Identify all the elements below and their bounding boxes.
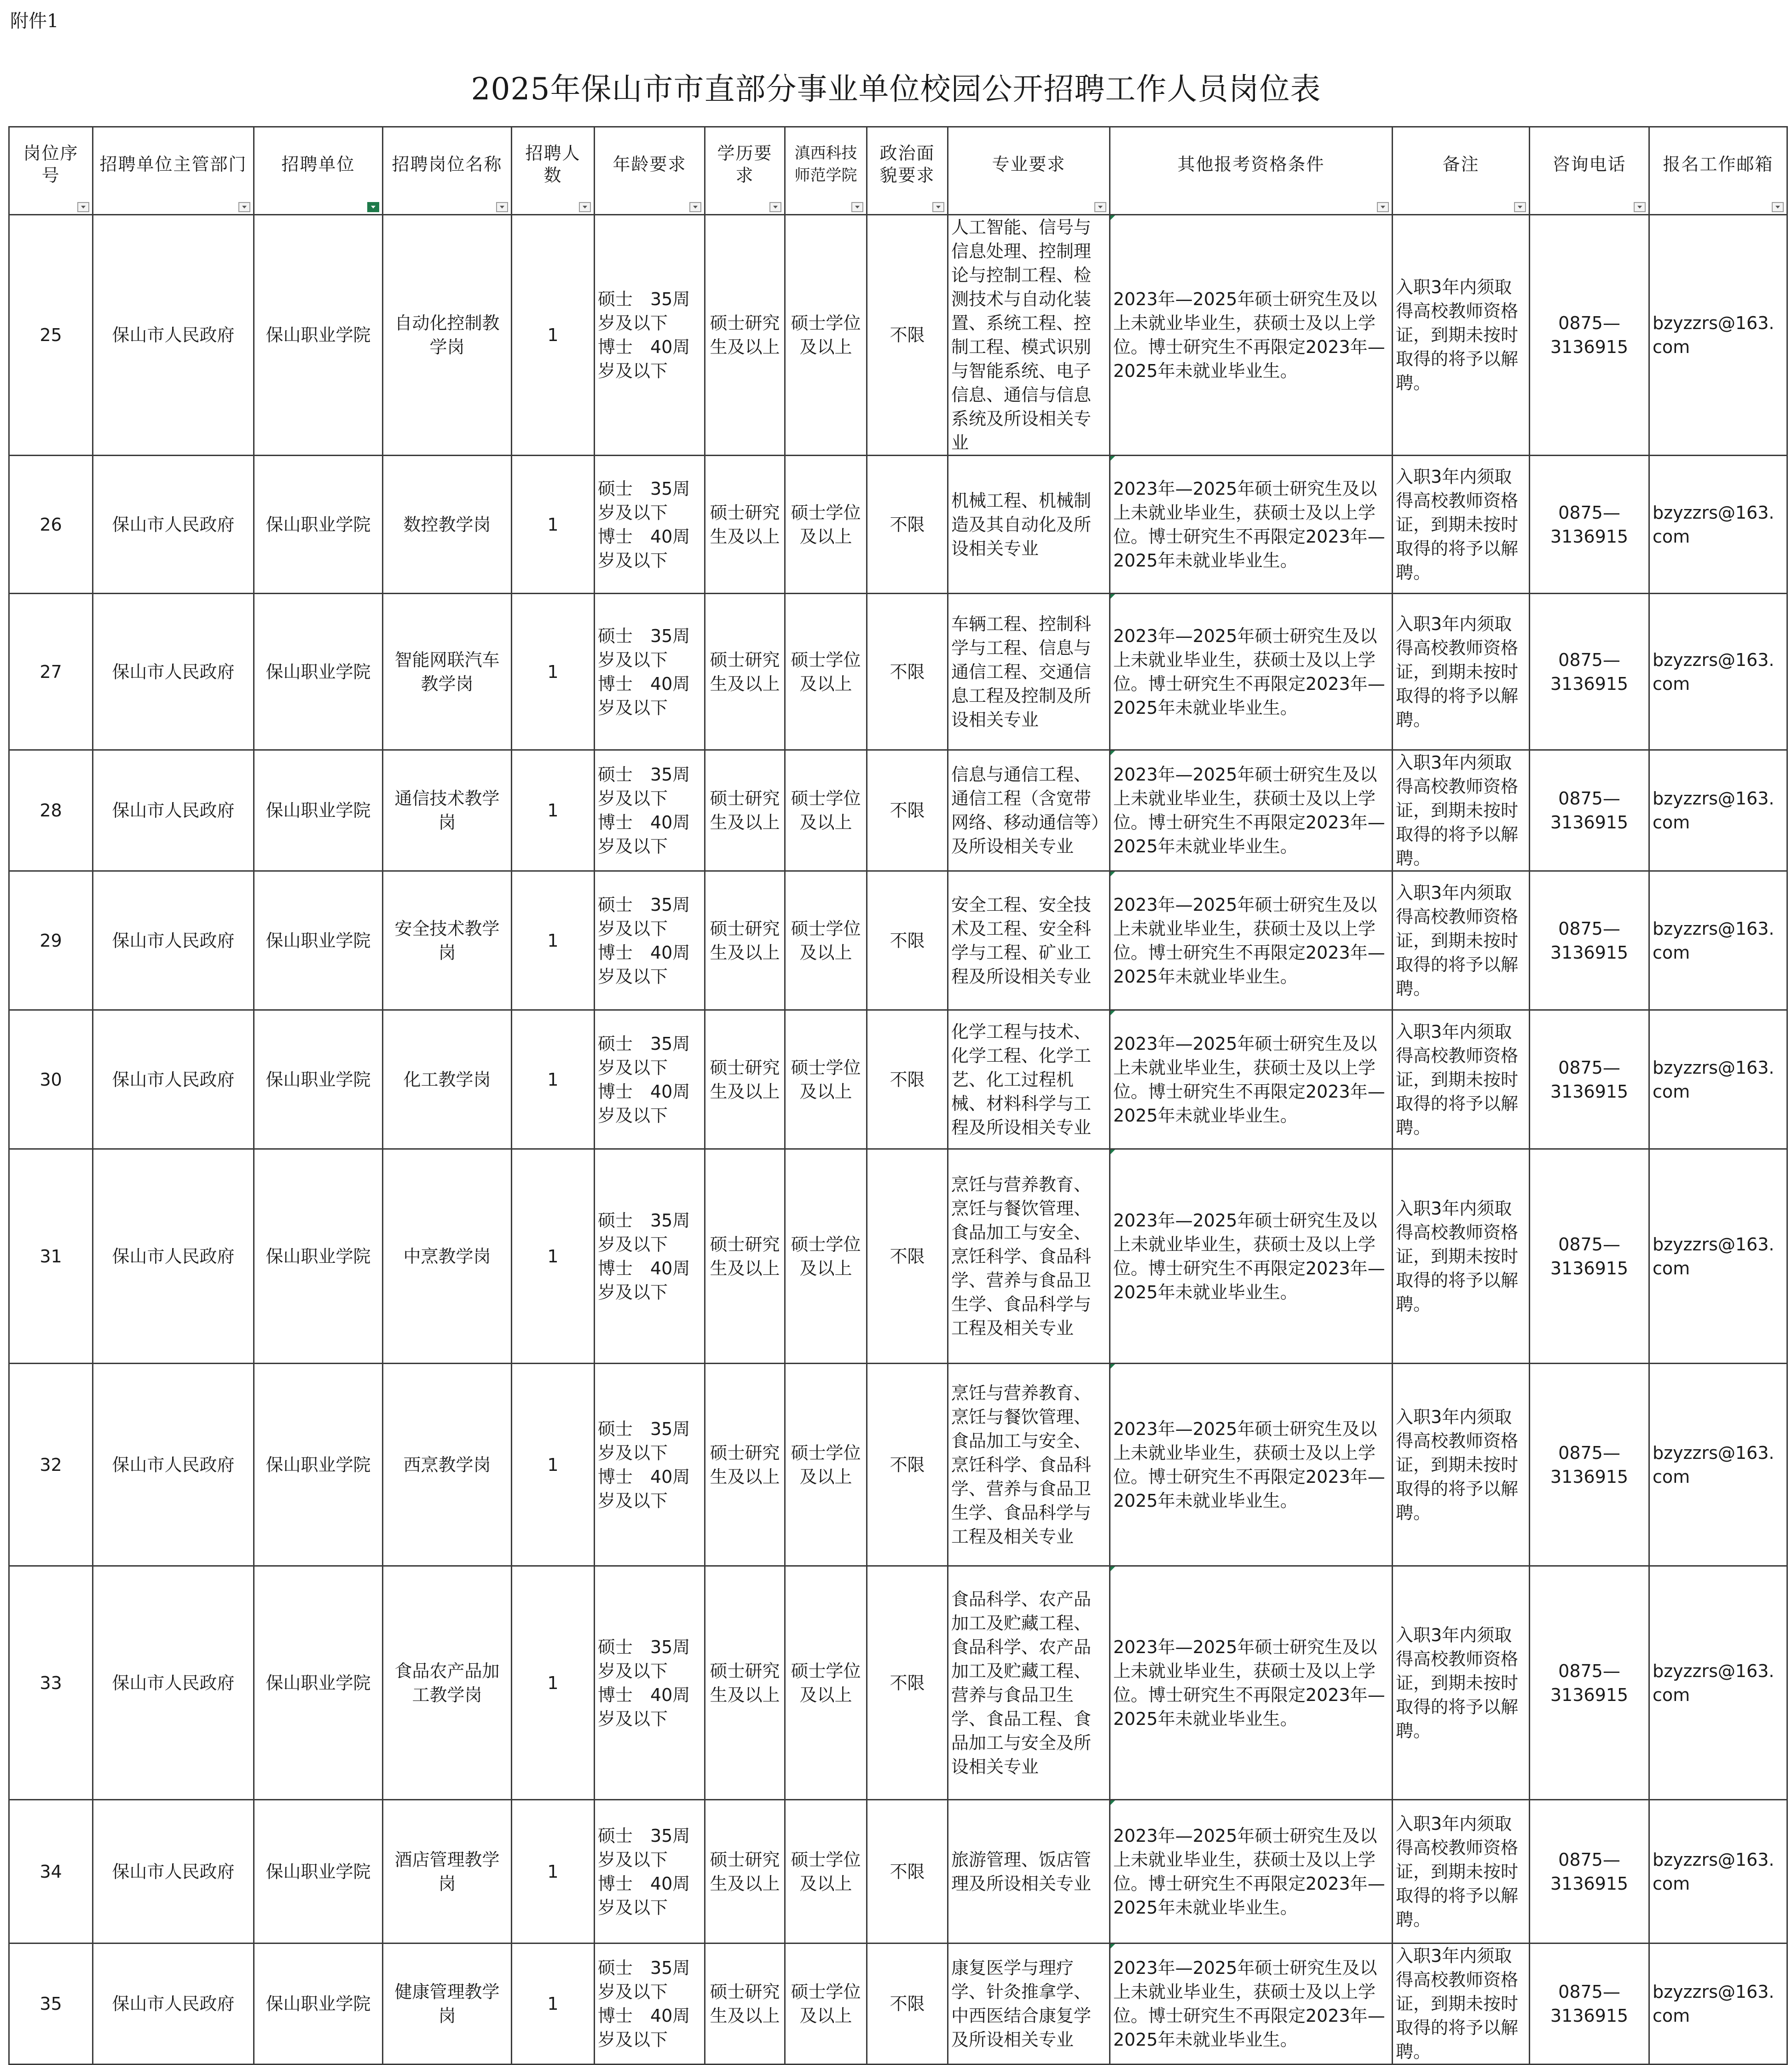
cell-dept: 保山市人民政府	[93, 871, 254, 1010]
cell-age: 硕士 35周岁及以下 博士 40周岁及以下	[595, 1944, 705, 2065]
header-cell: 其他报考资格条件	[1110, 127, 1393, 215]
filter-dropdown-icon[interactable]	[689, 202, 701, 212]
cell-political: 不限	[867, 1566, 948, 1800]
cell-email: bzyzzrs@163.com	[1649, 1149, 1787, 1364]
cell-edu: 硕士研究生及以上	[705, 1566, 785, 1800]
cell-phone: 0875—3136915	[1530, 1944, 1649, 2065]
cell-political: 不限	[867, 456, 948, 594]
cell-major: 烹饪与营养教育、烹饪与餐饮管理、食品加工与安全、烹饪科学、食品科学、营养与食品卫生学、食品科学与工程及相关专业	[948, 1364, 1110, 1566]
cell-edu: 硕士研究生及以上	[705, 1010, 785, 1149]
cell-degree: 硕士学位及以上	[785, 456, 867, 594]
cell-conditions: 2023年—2025年硕士研究生及以上未就业毕业生，获硕士及以上学位。博士研究生不再限定2023年—2025年未就业毕业生。	[1110, 1944, 1393, 2065]
cell-age: 硕士 35周岁及以下 博士 40周岁及以下	[595, 1010, 705, 1149]
page-title: 2025年保山市市直部分事业单位校园公开招聘工作人员岗位表	[471, 71, 1321, 107]
cell-conditions: 2023年—2025年硕士研究生及以上未就业毕业生，获硕士及以上学位。博士研究生不再限定2023年—2025年未就业毕业生。	[1110, 1149, 1393, 1364]
cell-note: 入职3年内须取得高校教师资格证，到期未按时取得的将予以解聘。	[1393, 1944, 1530, 2065]
cell-post: 中烹教学岗	[383, 1149, 512, 1364]
cell-note: 入职3年内须取得高校教师资格证，到期未按时取得的将予以解聘。	[1393, 594, 1530, 750]
cell-edu: 硕士研究生及以上	[705, 1149, 785, 1364]
table-row	[9, 594, 1787, 750]
cell-unit: 保山职业学院	[254, 1944, 383, 2065]
cell-id: 34	[9, 1800, 93, 1944]
header-cell: 招聘人数	[512, 127, 595, 215]
cell-id: 32	[9, 1364, 93, 1566]
cell-conditions: 2023年—2025年硕士研究生及以上未就业毕业生，获硕士及以上学位。博士研究生不再限定2023年—2025年未就业毕业生。	[1110, 750, 1393, 871]
cell-major: 旅游管理、饭店管理及所设相关专业	[948, 1800, 1110, 1944]
table-row	[9, 1800, 1787, 1944]
cell-post: 自动化控制教学岗	[383, 215, 512, 456]
cell-unit: 保山职业学院	[254, 1800, 383, 1944]
cell-phone: 0875—3136915	[1530, 1364, 1649, 1566]
cell-id: 31	[9, 1149, 93, 1364]
cell-conditions: 2023年—2025年硕士研究生及以上未就业毕业生，获硕士及以上学位。博士研究生不再限定2023年—2025年未就业毕业生。	[1110, 594, 1393, 750]
cell-degree: 硕士学位及以上	[785, 1566, 867, 1800]
header-cell: 招聘岗位名称	[383, 127, 512, 215]
cell-edu: 硕士研究生及以上	[705, 1800, 785, 1944]
cell-dept: 保山市人民政府	[93, 1149, 254, 1364]
cell-dept: 保山市人民政府	[93, 1944, 254, 2065]
cell-age: 硕士 35周岁及以下 博士 40周岁及以下	[595, 1800, 705, 1944]
table-row	[9, 215, 1787, 456]
cell-edu: 硕士研究生及以上	[705, 750, 785, 871]
filter-dropdown-icon[interactable]	[579, 202, 591, 212]
cell-phone: 0875—3136915	[1530, 1566, 1649, 1800]
cell-note: 入职3年内须取得高校教师资格证，到期未按时取得的将予以解聘。	[1393, 1566, 1530, 1800]
cell-dept: 保山市人民政府	[93, 456, 254, 594]
cell-political: 不限	[867, 1944, 948, 2065]
cell-major: 食品科学、农产品加工及贮藏工程、食品科学、农产品加工及贮藏工程、营养与食品卫生学、食品工程、食品加工与安全及所设相关专业	[948, 1566, 1110, 1800]
header-cell: 咨询电话	[1530, 127, 1649, 215]
filter-dropdown-icon[interactable]	[851, 202, 863, 212]
cell-email: bzyzzrs@163.com	[1649, 750, 1787, 871]
cell-note: 入职3年内须取得高校教师资格证，到期未按时取得的将予以解聘。	[1393, 456, 1530, 594]
cell-political: 不限	[867, 594, 948, 750]
header-cell: 岗位序号	[9, 127, 93, 215]
cell-count: 1	[512, 871, 595, 1010]
cell-email: bzyzzrs@163.com	[1649, 1364, 1787, 1566]
cell-count: 1	[512, 456, 595, 594]
table-row	[9, 1364, 1787, 1566]
cell-email: bzyzzrs@163.com	[1649, 1800, 1787, 1944]
cell-age: 硕士 35周岁及以下 博士 40周岁及以下	[595, 1566, 705, 1800]
cell-phone: 0875—3136915	[1530, 1800, 1649, 1944]
cell-id: 26	[9, 456, 93, 594]
cell-unit: 保山职业学院	[254, 750, 383, 871]
cell-id: 35	[9, 1944, 93, 2065]
cell-dept: 保山市人民政府	[93, 1364, 254, 1566]
cell-count: 1	[512, 750, 595, 871]
cell-dept: 保山市人民政府	[93, 750, 254, 871]
cell-unit: 保山职业学院	[254, 594, 383, 750]
cell-phone: 0875—3136915	[1530, 594, 1649, 750]
cell-major: 安全工程、安全技术及工程、安全科学与工程、矿业工程及所设相关专业	[948, 871, 1110, 1010]
cell-email: bzyzzrs@163.com	[1649, 1566, 1787, 1800]
cell-degree: 硕士学位及以上	[785, 1010, 867, 1149]
cell-edu: 硕士研究生及以上	[705, 456, 785, 594]
table-row	[9, 456, 1787, 594]
cell-unit: 保山职业学院	[254, 1566, 383, 1800]
cell-unit: 保山职业学院	[254, 456, 383, 594]
cell-phone: 0875—3136915	[1530, 871, 1649, 1010]
cell-major: 人工智能、信号与信息处理、控制理论与控制工程、检测技术与自动化装置、系统工程、控制工程、模式识别与智能系统、电子信息、通信与信息系统及所设相关专业	[948, 215, 1110, 456]
attachment-label: 附件1	[10, 11, 59, 32]
cell-count: 1	[512, 1364, 595, 1566]
cell-age: 硕士 35周岁及以下 博士 40周岁及以下	[595, 456, 705, 594]
cell-conditions: 2023年—2025年硕士研究生及以上未就业毕业生，获硕士及以上学位。博士研究生不再限定2023年—2025年未就业毕业生。	[1110, 215, 1393, 456]
cell-age: 硕士 35周岁及以下 博士 40周岁及以下	[595, 1364, 705, 1566]
cell-email: bzyzzrs@163.com	[1649, 1944, 1787, 2065]
header-cell: 专业要求	[948, 127, 1110, 215]
cell-edu: 硕士研究生及以上	[705, 1944, 785, 2065]
cell-degree: 硕士学位及以上	[785, 871, 867, 1010]
filter-dropdown-icon[interactable]	[1514, 202, 1526, 212]
cell-dept: 保山市人民政府	[93, 215, 254, 456]
cell-note: 入职3年内须取得高校教师资格证，到期未按时取得的将予以解聘。	[1393, 871, 1530, 1010]
cell-conditions: 2023年—2025年硕士研究生及以上未就业毕业生，获硕士及以上学位。博士研究生不再限定2023年—2025年未就业毕业生。	[1110, 871, 1393, 1010]
header-row	[9, 127, 1787, 215]
cell-major: 化学工程与技术、化学工程、化学工艺、化工过程机械、材料科学与工程及所设相关专业	[948, 1010, 1110, 1149]
cell-post: 酒店管理教学岗	[383, 1800, 512, 1944]
cell-age: 硕士 35周岁及以下 博士 40周岁及以下	[595, 871, 705, 1010]
filter-dropdown-icon[interactable]	[77, 202, 89, 212]
cell-count: 1	[512, 1149, 595, 1364]
filter-dropdown-icon[interactable]	[769, 202, 781, 212]
header-cell: 备注	[1393, 127, 1530, 215]
cell-post: 智能网联汽车教学岗	[383, 594, 512, 750]
cell-political: 不限	[867, 1800, 948, 1944]
cell-dept: 保山市人民政府	[93, 1010, 254, 1149]
table-row	[9, 871, 1787, 1010]
cell-edu: 硕士研究生及以上	[705, 594, 785, 750]
cell-count: 1	[512, 215, 595, 456]
cell-id: 30	[9, 1010, 93, 1149]
cell-id: 28	[9, 750, 93, 871]
cell-major: 信息与通信工程、通信工程（含宽带网络、移动通信等）及所设相关专业	[948, 750, 1110, 871]
cell-major: 康复医学与理疗学、针灸推拿学、中西医结合康复学及所设相关专业	[948, 1944, 1110, 2065]
cell-edu: 硕士研究生及以上	[705, 1364, 785, 1566]
filter-dropdown-icon[interactable]	[238, 202, 250, 212]
cell-note: 入职3年内须取得高校教师资格证，到期未按时取得的将予以解聘。	[1393, 1149, 1530, 1364]
cell-unit: 保山职业学院	[254, 1149, 383, 1364]
filter-dropdown-icon[interactable]	[1377, 202, 1389, 212]
filter-dropdown-icon[interactable]	[1634, 202, 1646, 212]
cell-unit: 保山职业学院	[254, 871, 383, 1010]
header-cell: 政治面貌要求	[867, 127, 948, 215]
cell-phone: 0875—3136915	[1530, 1149, 1649, 1364]
cell-degree: 硕士学位及以上	[785, 750, 867, 871]
cell-phone: 0875—3136915	[1530, 215, 1649, 456]
cell-post: 西烹教学岗	[383, 1364, 512, 1566]
cell-degree: 硕士学位及以上	[785, 215, 867, 456]
cell-email: bzyzzrs@163.com	[1649, 1010, 1787, 1149]
cell-political: 不限	[867, 1364, 948, 1566]
cell-degree: 硕士学位及以上	[785, 1944, 867, 2065]
cell-degree: 硕士学位及以上	[785, 1364, 867, 1566]
cell-post: 通信技术教学岗	[383, 750, 512, 871]
cell-political: 不限	[867, 750, 948, 871]
cell-phone: 0875—3136915	[1530, 1010, 1649, 1149]
cell-post: 化工教学岗	[383, 1010, 512, 1149]
cell-unit: 保山职业学院	[254, 1364, 383, 1566]
cell-major: 车辆工程、控制科学与工程、信息与通信工程、交通信息工程及控制及所设相关专业	[948, 594, 1110, 750]
cell-count: 1	[512, 1566, 595, 1800]
cell-post: 数控教学岗	[383, 456, 512, 594]
cell-email: bzyzzrs@163.com	[1649, 871, 1787, 1010]
cell-id: 27	[9, 594, 93, 750]
cell-political: 不限	[867, 1149, 948, 1364]
table-row	[9, 1566, 1787, 1800]
cell-conditions: 2023年—2025年硕士研究生及以上未就业毕业生，获硕士及以上学位。博士研究生不再限定2023年—2025年未就业毕业生。	[1110, 456, 1393, 594]
cell-note: 入职3年内须取得高校教师资格证，到期未按时取得的将予以解聘。	[1393, 750, 1530, 871]
cell-edu: 硕士研究生及以上	[705, 215, 785, 456]
cell-post: 食品农产品加工教学岗	[383, 1566, 512, 1800]
cell-dept: 保山市人民政府	[93, 1566, 254, 1800]
filter-dropdown-icon[interactable]	[496, 202, 508, 212]
cell-phone: 0875—3136915	[1530, 456, 1649, 594]
cell-age: 硕士 35周岁及以下 博士 40周岁及以下	[595, 750, 705, 871]
cell-email: bzyzzrs@163.com	[1649, 594, 1787, 750]
cell-age: 硕士 35周岁及以下 博士 40周岁及以下	[595, 1149, 705, 1364]
header-cell: 报名工作邮箱	[1649, 127, 1787, 215]
cell-edu: 硕士研究生及以上	[705, 871, 785, 1010]
cell-note: 入职3年内须取得高校教师资格证，到期未按时取得的将予以解聘。	[1393, 215, 1530, 456]
cell-political: 不限	[867, 871, 948, 1010]
cell-conditions: 2023年—2025年硕士研究生及以上未就业毕业生，获硕士及以上学位。博士研究生不再限定2023年—2025年未就业毕业生。	[1110, 1364, 1393, 1566]
cell-unit: 保山职业学院	[254, 215, 383, 456]
cell-id: 29	[9, 871, 93, 1010]
cell-count: 1	[512, 1944, 595, 2065]
cell-conditions: 2023年—2025年硕士研究生及以上未就业毕业生，获硕士及以上学位。博士研究生不再限定2023年—2025年未就业毕业生。	[1110, 1800, 1393, 1944]
cell-unit: 保山职业学院	[254, 1010, 383, 1149]
header-cell: 学历要求	[705, 127, 785, 215]
cell-id: 33	[9, 1566, 93, 1800]
filter-dropdown-icon[interactable]	[1772, 202, 1784, 212]
table-row	[9, 750, 1787, 871]
cell-note: 入职3年内须取得高校教师资格证，到期未按时取得的将予以解聘。	[1393, 1010, 1530, 1149]
cell-id: 25	[9, 215, 93, 456]
cell-age: 硕士 35周岁及以下 博士 40周岁及以下	[595, 594, 705, 750]
cell-count: 1	[512, 594, 595, 750]
cell-degree: 硕士学位及以上	[785, 1149, 867, 1364]
positions-table	[8, 126, 1788, 2065]
cell-count: 1	[512, 1010, 595, 1149]
cell-note: 入职3年内须取得高校教师资格证，到期未按时取得的将予以解聘。	[1393, 1364, 1530, 1566]
cell-post: 健康管理教学岗	[383, 1944, 512, 2065]
cell-dept: 保山市人民政府	[93, 1800, 254, 1944]
filter-dropdown-icon[interactable]	[1094, 202, 1106, 212]
cell-major: 机械工程、机械制造及其自动化及所设相关专业	[948, 456, 1110, 594]
cell-conditions: 2023年—2025年硕士研究生及以上未就业毕业生，获硕士及以上学位。博士研究生不再限定2023年—2025年未就业毕业生。	[1110, 1566, 1393, 1800]
cell-age: 硕士 35周岁及以下 博士 40周岁及以下	[595, 215, 705, 456]
cell-degree: 硕士学位及以上	[785, 594, 867, 750]
header-cell: 招聘单位主管部门	[93, 127, 254, 215]
header-cell: 招聘单位	[254, 127, 383, 215]
cell-email: bzyzzrs@163.com	[1649, 215, 1787, 456]
cell-phone: 0875—3136915	[1530, 750, 1649, 871]
cell-major: 烹饪与营养教育、烹饪与餐饮管理、食品加工与安全、烹饪科学、食品科学、营养与食品卫生学、食品科学与工程及相关专业	[948, 1149, 1110, 1364]
cell-post: 安全技术教学岗	[383, 871, 512, 1010]
table-row	[9, 1149, 1787, 1364]
header-cell: 滇西科技师范学院	[785, 127, 867, 215]
cell-note: 入职3年内须取得高校教师资格证，到期未按时取得的将予以解聘。	[1393, 1800, 1530, 1944]
cell-email: bzyzzrs@163.com	[1649, 456, 1787, 594]
table-row	[9, 1010, 1787, 1149]
table-row	[9, 1944, 1787, 2065]
header-cell: 年龄要求	[595, 127, 705, 215]
filter-active-icon[interactable]	[367, 202, 379, 212]
cell-degree: 硕士学位及以上	[785, 1800, 867, 1944]
cell-count: 1	[512, 1800, 595, 1944]
cell-political: 不限	[867, 1010, 948, 1149]
filter-dropdown-icon[interactable]	[932, 202, 944, 212]
cell-dept: 保山市人民政府	[93, 594, 254, 750]
cell-political: 不限	[867, 215, 948, 456]
cell-conditions: 2023年—2025年硕士研究生及以上未就业毕业生，获硕士及以上学位。博士研究生不再限定2023年—2025年未就业毕业生。	[1110, 1010, 1393, 1149]
